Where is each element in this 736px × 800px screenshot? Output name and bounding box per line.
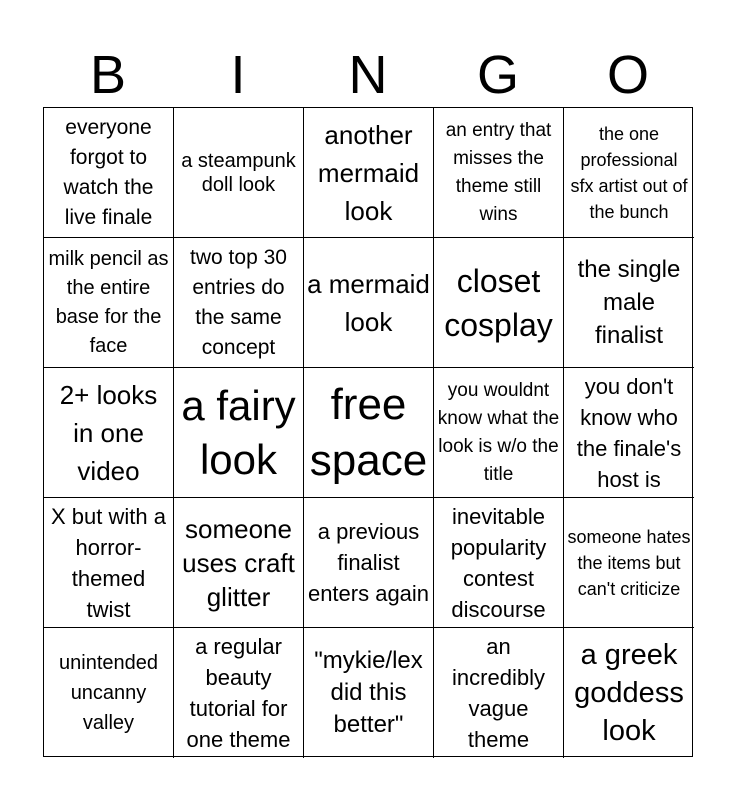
bingo-cell-g3[interactable] bbox=[434, 368, 564, 498]
bingo-cell-g4[interactable] bbox=[434, 498, 564, 628]
bingo-cell-b4[interactable] bbox=[44, 498, 174, 628]
bingo-cell-text: a mermaid look bbox=[307, 268, 430, 337]
bingo-cell-text: free space bbox=[309, 379, 428, 485]
bingo-cell-text: someone hates the items but can't criticize bbox=[567, 526, 691, 599]
bingo-cell-text: the single male finalist bbox=[577, 256, 681, 349]
bingo-cell-n2[interactable] bbox=[304, 238, 434, 368]
header-letter-i: I bbox=[230, 45, 246, 105]
bingo-cell-g1[interactable] bbox=[434, 108, 564, 238]
bingo-cell-g2[interactable] bbox=[434, 238, 564, 368]
bingo-cell-n5[interactable] bbox=[304, 628, 434, 758]
bingo-cell-text: X but with a horror-themed twist bbox=[51, 503, 166, 622]
bingo-cell-n1[interactable] bbox=[304, 108, 434, 238]
bingo-cell-text: an incredibly vague theme bbox=[452, 634, 545, 752]
bingo-cell-text: the one professional sfx artist out of the bunch bbox=[570, 123, 688, 222]
bingo-cell-text: inevitable popularity contest discourse bbox=[450, 503, 547, 622]
bingo-grid bbox=[43, 107, 693, 757]
bingo-cell-n3-free-space[interactable] bbox=[304, 368, 434, 498]
bingo-cell-text: milk pencil as the entire base for the face bbox=[48, 247, 169, 357]
header-letter-g: G bbox=[476, 45, 519, 105]
bingo-cell-i4[interactable] bbox=[174, 498, 304, 628]
bingo-cell-text: unintended uncanny valley bbox=[59, 652, 158, 734]
bingo-cell-text: "mykie/lex did this better" bbox=[314, 647, 423, 738]
bingo-cell-i1[interactable] bbox=[174, 108, 304, 238]
bingo-cell-text: you don't know who the finale's host is bbox=[576, 373, 682, 492]
bingo-cell-o4[interactable] bbox=[564, 498, 694, 628]
bingo-cell-b3[interactable] bbox=[44, 368, 174, 498]
bingo-cell-i2[interactable] bbox=[174, 238, 304, 368]
bingo-cell-text: a regular beauty tutorial for one theme bbox=[186, 634, 291, 752]
bingo-cell-b1[interactable] bbox=[44, 108, 174, 238]
bingo-cell-text: another mermaid look bbox=[317, 119, 420, 226]
bingo-cell-text: closet cosplay bbox=[444, 262, 553, 343]
bingo-cell-text: a steampunk doll look bbox=[181, 149, 296, 196]
bingo-cell-i5[interactable] bbox=[174, 628, 304, 758]
bingo-cell-b5[interactable] bbox=[44, 628, 174, 758]
header-letter-b: B bbox=[89, 45, 127, 105]
bingo-cell-b2[interactable] bbox=[44, 238, 174, 368]
bingo-cell-text: someone uses craft glitter bbox=[182, 513, 295, 612]
bingo-cell-text: you wouldnt know what the look is w/o the title bbox=[437, 379, 560, 485]
bingo-cell-n4[interactable] bbox=[304, 498, 434, 628]
bingo-cell-o3[interactable] bbox=[564, 368, 694, 498]
bingo-cell-text: a fairy look bbox=[181, 381, 296, 483]
header-letter-o: O bbox=[606, 45, 649, 105]
bingo-header bbox=[43, 44, 693, 106]
bingo-cell-text: two top 30 entries do the same concept bbox=[190, 245, 287, 359]
bingo-cell-text: a greek goddess look bbox=[574, 639, 684, 747]
bingo-cell-text: 2+ looks in one video bbox=[59, 379, 158, 486]
bingo-cell-text: a previous finalist enters again bbox=[307, 519, 430, 606]
bingo-cell-text: an entry that misses the theme still wins bbox=[445, 119, 552, 225]
header-letter-n: N bbox=[348, 45, 388, 105]
bingo-cell-i3[interactable] bbox=[174, 368, 304, 498]
bingo-cell-o5[interactable] bbox=[564, 628, 694, 758]
bingo-cell-o2[interactable] bbox=[564, 238, 694, 368]
bingo-cell-text: everyone forgot to watch the live finale bbox=[63, 115, 154, 229]
bingo-cell-g5[interactable] bbox=[434, 628, 564, 758]
bingo-cell-o1[interactable] bbox=[564, 108, 694, 238]
